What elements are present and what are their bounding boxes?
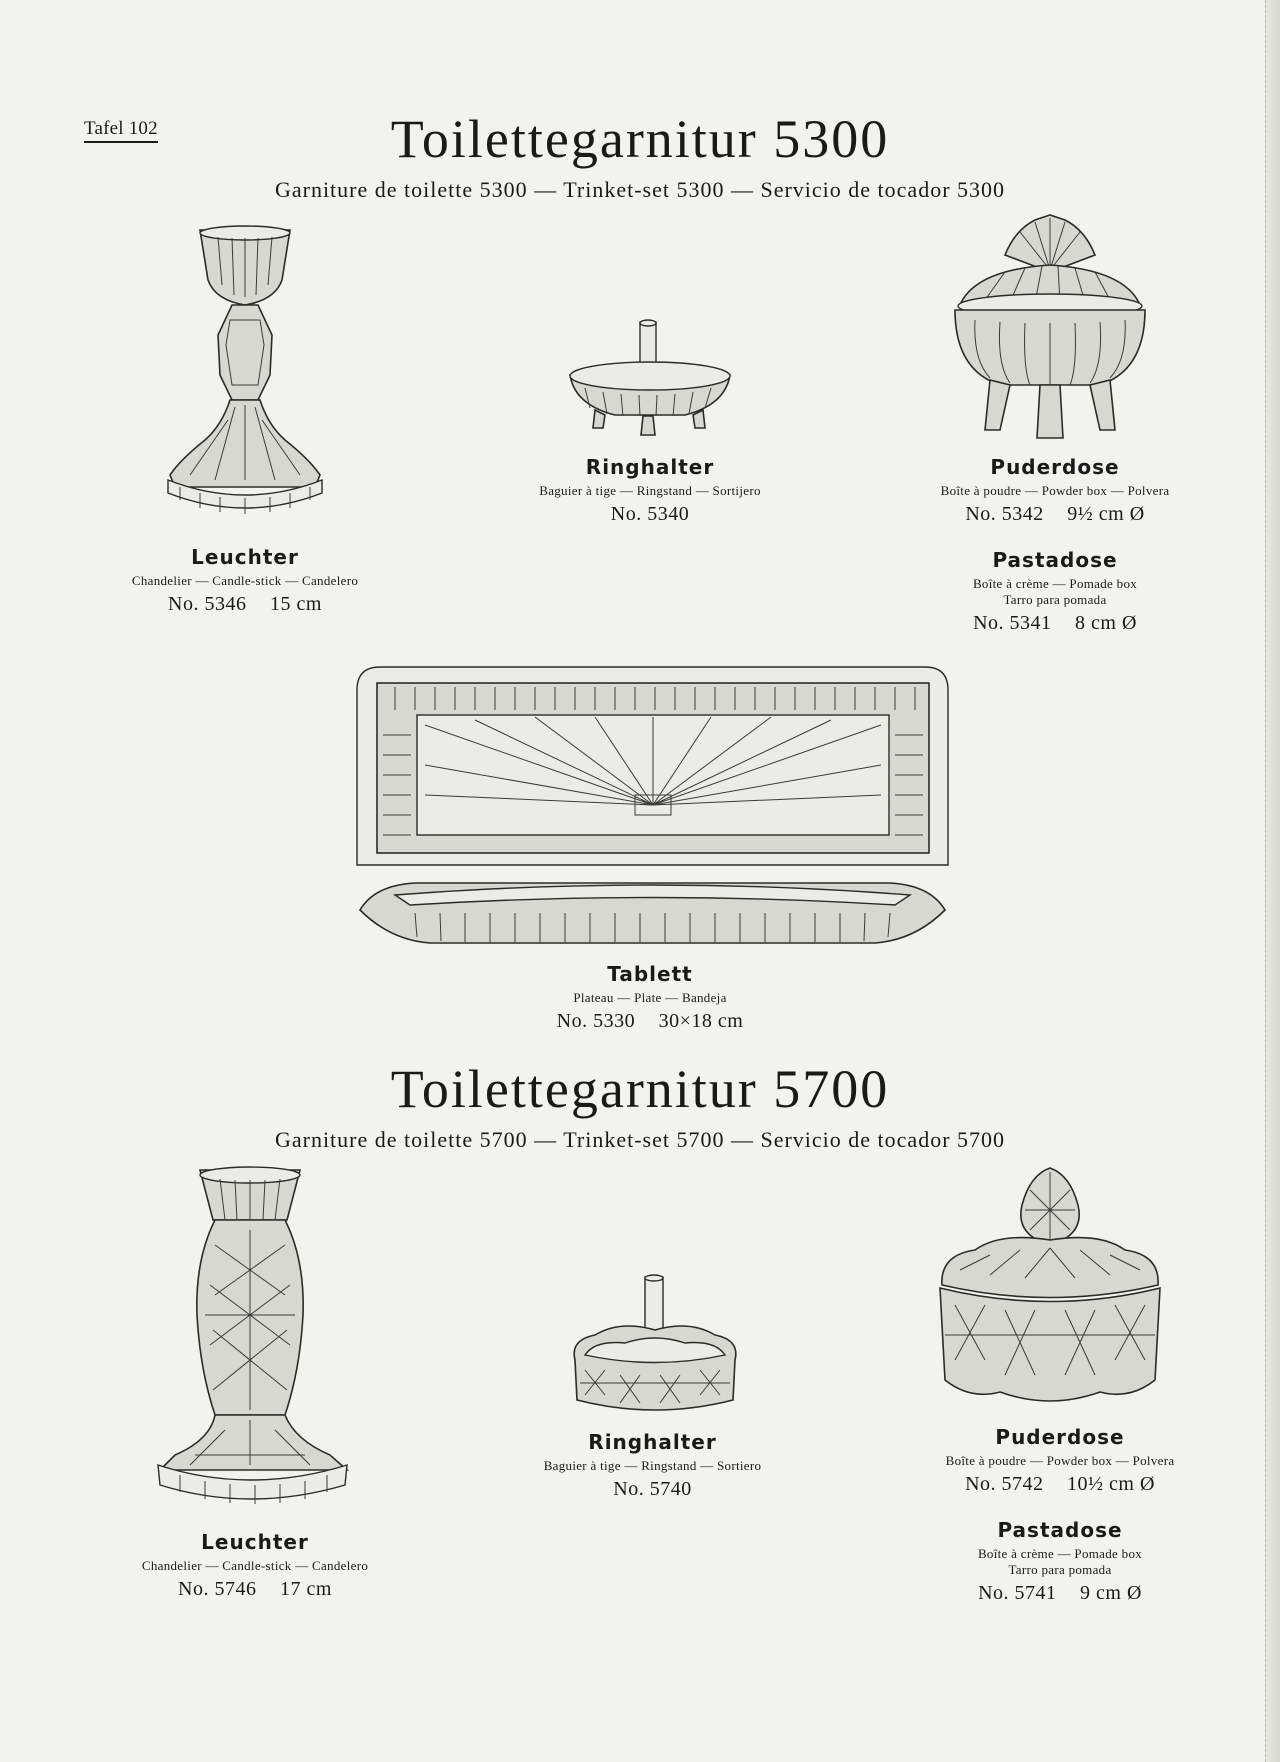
set1-subtitle: Garniture de toilette 5300 — Trinket-set 5300 — Servicio de tocador 5300: [274, 177, 1006, 202]
powderbox-5742-illustration: [930, 1160, 1170, 1425]
pastebox-5741-size: 9 cm Ø: [1080, 1582, 1142, 1604]
pastebox-5741-number-line: [905, 1582, 1215, 1605]
pastebox-5741-number: No. 5741: [978, 1582, 1057, 1604]
candlestick-5346-name: Leuchter: [191, 545, 299, 569]
powderbox-5342-name: Puderdose: [990, 455, 1120, 479]
pastebox-5341-translations-1: Boîte à crème — Pomade box: [972, 576, 1138, 591]
pastebox-5741-name: Pastadose: [997, 1518, 1123, 1542]
candlestick-5746-size: 17 cm: [280, 1578, 332, 1600]
powderbox-5342-number: No. 5342: [965, 503, 1044, 525]
powderbox-5342-number-line: [900, 503, 1210, 526]
powderbox-5742-translations: Boîte à poudre — Powder box — Polvera: [945, 1453, 1175, 1468]
page-edge: [1265, 0, 1280, 1762]
ringholder-5340-name: Ringhalter: [585, 455, 715, 479]
powderbox-5342-illustration: [945, 210, 1155, 440]
candlestick-5746-translations: Chandelier — Candle-stick — Candelero: [141, 1558, 369, 1573]
powderbox-5742-name: Puderdose: [995, 1425, 1125, 1449]
tray-5330-translations: Plateau — Plate — Bandeja: [573, 990, 727, 1005]
pastebox-5341-size: 8 cm Ø: [1075, 612, 1137, 634]
tray-5330-number-line: [480, 1010, 820, 1033]
powderbox-5742-number-line: [905, 1473, 1215, 1496]
candlestick-5746-name: Leuchter: [201, 1530, 309, 1554]
ringholder-5340-caption: [480, 455, 820, 526]
tray-5330-number: No. 5330: [556, 1010, 636, 1032]
candlestick-5346-number-line: [70, 593, 420, 616]
pastebox-5341-caption: [900, 548, 1210, 635]
ringholder-5340-illustration: [565, 320, 735, 440]
candlestick-5346-caption: [70, 545, 420, 616]
ringholder-5340-translations: Baguier à tige — Ringstand — Sortijero: [539, 483, 761, 498]
page-label: Tafel 102: [84, 118, 158, 143]
ringholder-5340-number: No. 5340: [610, 503, 690, 525]
tray-5330-size: 30×18 cm: [658, 1010, 744, 1032]
set2-subtitle: Garniture de toilette 5700 — Trinket-set 5700 — Servicio de tocador 5700: [274, 1127, 1006, 1152]
ringholder-5740-name: Ringhalter: [588, 1430, 717, 1454]
candlestick-5346-translations: Chandelier — Candle-stick — Candelero: [131, 573, 359, 588]
pastebox-5741-translations-1: Boîte à crème — Pomade box: [977, 1546, 1143, 1561]
candlestick-5746-number: No. 5746: [178, 1578, 257, 1600]
powderbox-5342-translations: Boîte à poudre — Powder box — Polvera: [940, 483, 1170, 498]
pastebox-5741-caption: [905, 1518, 1215, 1605]
candlestick-5346-illustration: [160, 225, 330, 525]
pastebox-5341-number: No. 5341: [973, 612, 1052, 634]
candlestick-5346-size: 15 cm: [270, 593, 322, 615]
tray-5330-illustration: [355, 665, 950, 955]
candlestick-5746-number-line: [80, 1578, 430, 1601]
ringholder-5740-number: No. 5740: [613, 1478, 692, 1500]
ringholder-5740-illustration: [565, 1275, 745, 1420]
candlestick-5346-number: No. 5346: [168, 593, 247, 615]
ringholder-5740-translations: Baguier à tige — Ringstand — Sortiero: [543, 1458, 762, 1473]
ringholder-5740-caption: [480, 1430, 825, 1501]
powderbox-5742-number: No. 5742: [965, 1473, 1044, 1495]
pastebox-5341-name: Pastadose: [992, 548, 1118, 572]
pastebox-5741-translations-2: Tarro para pomada: [1008, 1562, 1112, 1577]
pastebox-5341-number-line: [900, 612, 1210, 635]
candlestick-5746-caption: [80, 1530, 430, 1601]
powderbox-5742-caption: [905, 1425, 1215, 1496]
powderbox-5342-size: 9½ cm Ø: [1067, 503, 1145, 525]
set1-title: Toilettegarnitur 5300: [390, 109, 890, 169]
powderbox-5742-size: 10½ cm Ø: [1067, 1473, 1155, 1495]
tray-5330-caption: [480, 962, 820, 1033]
set2-title: Toilettegarnitur 5700: [390, 1059, 890, 1119]
powderbox-5342-caption: [900, 455, 1210, 526]
tray-5330-name: Tablett: [607, 962, 693, 986]
candlestick-5746-illustration: [155, 1165, 355, 1510]
pastebox-5341-translations-2: Tarro para pomada: [1003, 592, 1107, 607]
